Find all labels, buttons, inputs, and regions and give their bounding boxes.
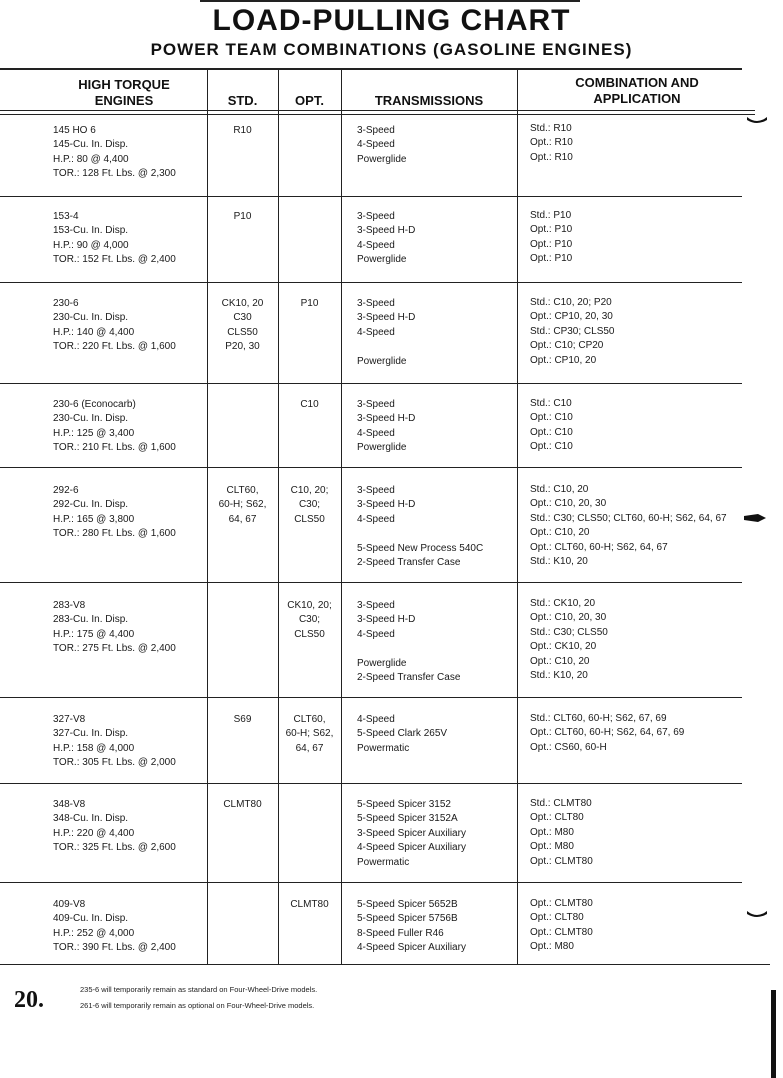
row-2-application: Std.: P10 Opt.: P10 Opt.: P10 Opt.: P10 — [530, 210, 573, 265]
row-2-std: P10 — [233, 211, 252, 222]
row-5-std: CLT60, 60-H; S62, 64, 67 — [218, 485, 267, 525]
row-5-opt: C10, 20; C30; CLS50 — [290, 485, 329, 525]
margin-arrow-icon — [744, 512, 766, 524]
row-8-std: CLMT80 — [223, 799, 262, 810]
row-5-application: Std.: C10, 20 Opt.: C10, 20, 30 Std.: C30; CLS50; CLT60, 60-H; S62, 64, 67 Opt.: C10, 20 Opt.: CLT60, 60-H; S62, 64, 67 Std.: K10, 20 — [530, 484, 727, 568]
row-2-transmissions: 3-Speed 3-Speed H-D 4-Speed Powerglide — [357, 211, 416, 266]
row-8-transmissions: 5-Speed Spicer 3152 5-Speed Spicer 3152A 3-Speed Spicer Auxiliary 4-Speed Spicer Auxiliary Powermatic — [357, 799, 466, 868]
row-3-application: Std.: C10, 20; P20 Opt.: CP10, 20, 30 Std.: CP30; CLS50 Opt.: C10; CP20 Opt.: CP10, 20 — [530, 297, 615, 366]
footnote-1: 235-6 will temporarily remain as standard on Four-Wheel-Drive models. — [80, 985, 318, 994]
row-4-engine: 230-6 (Econocarb) 230-Cu. In. Disp. H.P.: 125 @ 3,400 TOR.: 210 Ft. Lbs. @ 1,600 — [53, 399, 176, 454]
header-bottom-rule — [0, 110, 755, 111]
row-4-opt: C10 — [300, 399, 319, 410]
top-rule — [200, 0, 580, 2]
row-divider — [0, 282, 742, 283]
header-application: COMBINATION AND APPLICATION — [575, 75, 699, 106]
row-9-transmissions: 5-Speed Spicer 5652B 5-Speed Spicer 5756B 8-Speed Fuller R46 4-Speed Spicer Auxiliary — [357, 899, 466, 954]
row-6-application: Std.: CK10, 20 Opt.: C10, 20, 30 Std.: C30; CLS50 Opt.: CK10, 20 Opt.: C10, 20 Std.: K10, 20 — [530, 598, 608, 682]
margin-mark-icon — [746, 114, 768, 126]
row-7-engine: 327-V8 327-Cu. In. Disp. H.P.: 158 @ 4,000 TOR.: 305 Ft. Lbs. @ 2,000 — [53, 714, 176, 769]
row-9-engine: 409-V8 409-Cu. In. Disp. H.P.: 252 @ 4,000 TOR.: 390 Ft. Lbs. @ 2,400 — [53, 899, 176, 954]
row-divider — [0, 467, 742, 468]
page-title: LOAD-PULLING CHART — [212, 4, 571, 37]
row-4-application: Std.: C10 Opt.: C10 Opt.: C10 Opt.: C10 — [530, 398, 573, 453]
page-number: 20. — [14, 987, 44, 1013]
row-9-opt: CLMT80 — [290, 899, 329, 910]
row-1-std: R10 — [233, 125, 252, 136]
footnote-2: 261-6 will temporarily remain as optional on Four-Wheel-Drive models. — [80, 1001, 315, 1010]
row-5-engine: 292-6 292-Cu. In. Disp. H.P.: 165 @ 3,800 TOR.: 280 Ft. Lbs. @ 1,600 — [53, 485, 176, 540]
header-bottom-rule-2 — [0, 114, 755, 115]
row-6-transmissions: 3-Speed 3-Speed H-D 4-Speed Powerglide 2-Speed Transfer Case — [357, 600, 461, 684]
page-edge-shadow — [771, 990, 776, 1078]
row-7-application: Std.: CLT60, 60-H; S62, 67, 69 Opt.: CLT60, 60-H; S62, 64, 67, 69 Opt.: CS60, 60-H — [530, 713, 685, 753]
row-7-std: S69 — [233, 714, 252, 725]
row-3-opt: P10 — [300, 298, 319, 309]
row-4-transmissions: 3-Speed 3-Speed H-D 4-Speed Powerglide — [357, 399, 416, 454]
row-divider — [0, 783, 742, 784]
row-1-transmissions: 3-Speed 4-Speed Powerglide — [357, 125, 407, 165]
col-divider-app — [517, 68, 518, 964]
table-bottom-rule — [0, 964, 770, 965]
header-engines: HIGH TORQUE ENGINES — [78, 77, 170, 108]
header-std: STD. — [227, 93, 258, 108]
col-divider-trans — [341, 68, 342, 964]
row-5-transmissions: 3-Speed 3-Speed H-D 4-Speed 5-Speed New Process 540C 2-Speed Transfer Case — [357, 485, 484, 569]
row-divider — [0, 582, 742, 583]
row-7-transmissions: 4-Speed 5-Speed Clark 265V Powermatic — [357, 714, 448, 754]
row-3-engine: 230-6 230-Cu. In. Disp. H.P.: 140 @ 4,400 TOR.: 220 Ft. Lbs. @ 1,600 — [53, 298, 176, 353]
row-6-engine: 283-V8 283-Cu. In. Disp. H.P.: 175 @ 4,400 TOR.: 275 Ft. Lbs. @ 2,400 — [53, 600, 176, 655]
row-divider — [0, 882, 742, 883]
row-9-application: Opt.: CLMT80 Opt.: CLT80 Opt.: CLMT80 Opt.: M80 — [530, 898, 593, 953]
row-3-std: CK10, 20 C30 CLS50 P20, 30 — [221, 298, 264, 353]
margin-mark-icon — [746, 908, 768, 920]
row-1-application: Std.: R10 Opt.: R10 Opt.: R10 — [530, 123, 573, 163]
row-7-opt: CLT60, 60-H; S62, 64, 67 — [285, 714, 334, 754]
row-2-engine: 153-4 153-Cu. In. Disp. H.P.: 90 @ 4,000 TOR.: 152 Ft. Lbs. @ 2,400 — [53, 211, 176, 266]
row-6-opt: CK10, 20; C30; CLS50 — [287, 600, 332, 640]
row-divider — [0, 383, 742, 384]
row-8-engine: 348-V8 348-Cu. In. Disp. H.P.: 220 @ 4,400 TOR.: 325 Ft. Lbs. @ 2,600 — [53, 799, 176, 854]
row-divider — [0, 697, 742, 698]
row-divider — [0, 196, 742, 197]
row-8-application: Std.: CLMT80 Opt.: CLT80 Opt.: M80 Opt.: M80 Opt.: CLMT80 — [530, 798, 593, 867]
header-opt: OPT. — [295, 93, 324, 108]
row-3-transmissions: 3-Speed 3-Speed H-D 4-Speed Powerglide — [357, 298, 416, 367]
header-top-rule — [0, 68, 742, 70]
page-subtitle: POWER TEAM COMBINATIONS (GASOLINE ENGINES) — [150, 40, 633, 59]
header-transmissions: TRANSMISSIONS — [374, 93, 484, 108]
row-1-engine: 145 HO 6 145-Cu. In. Disp. H.P.: 80 @ 4,400 TOR.: 128 Ft. Lbs. @ 2,300 — [53, 125, 176, 180]
